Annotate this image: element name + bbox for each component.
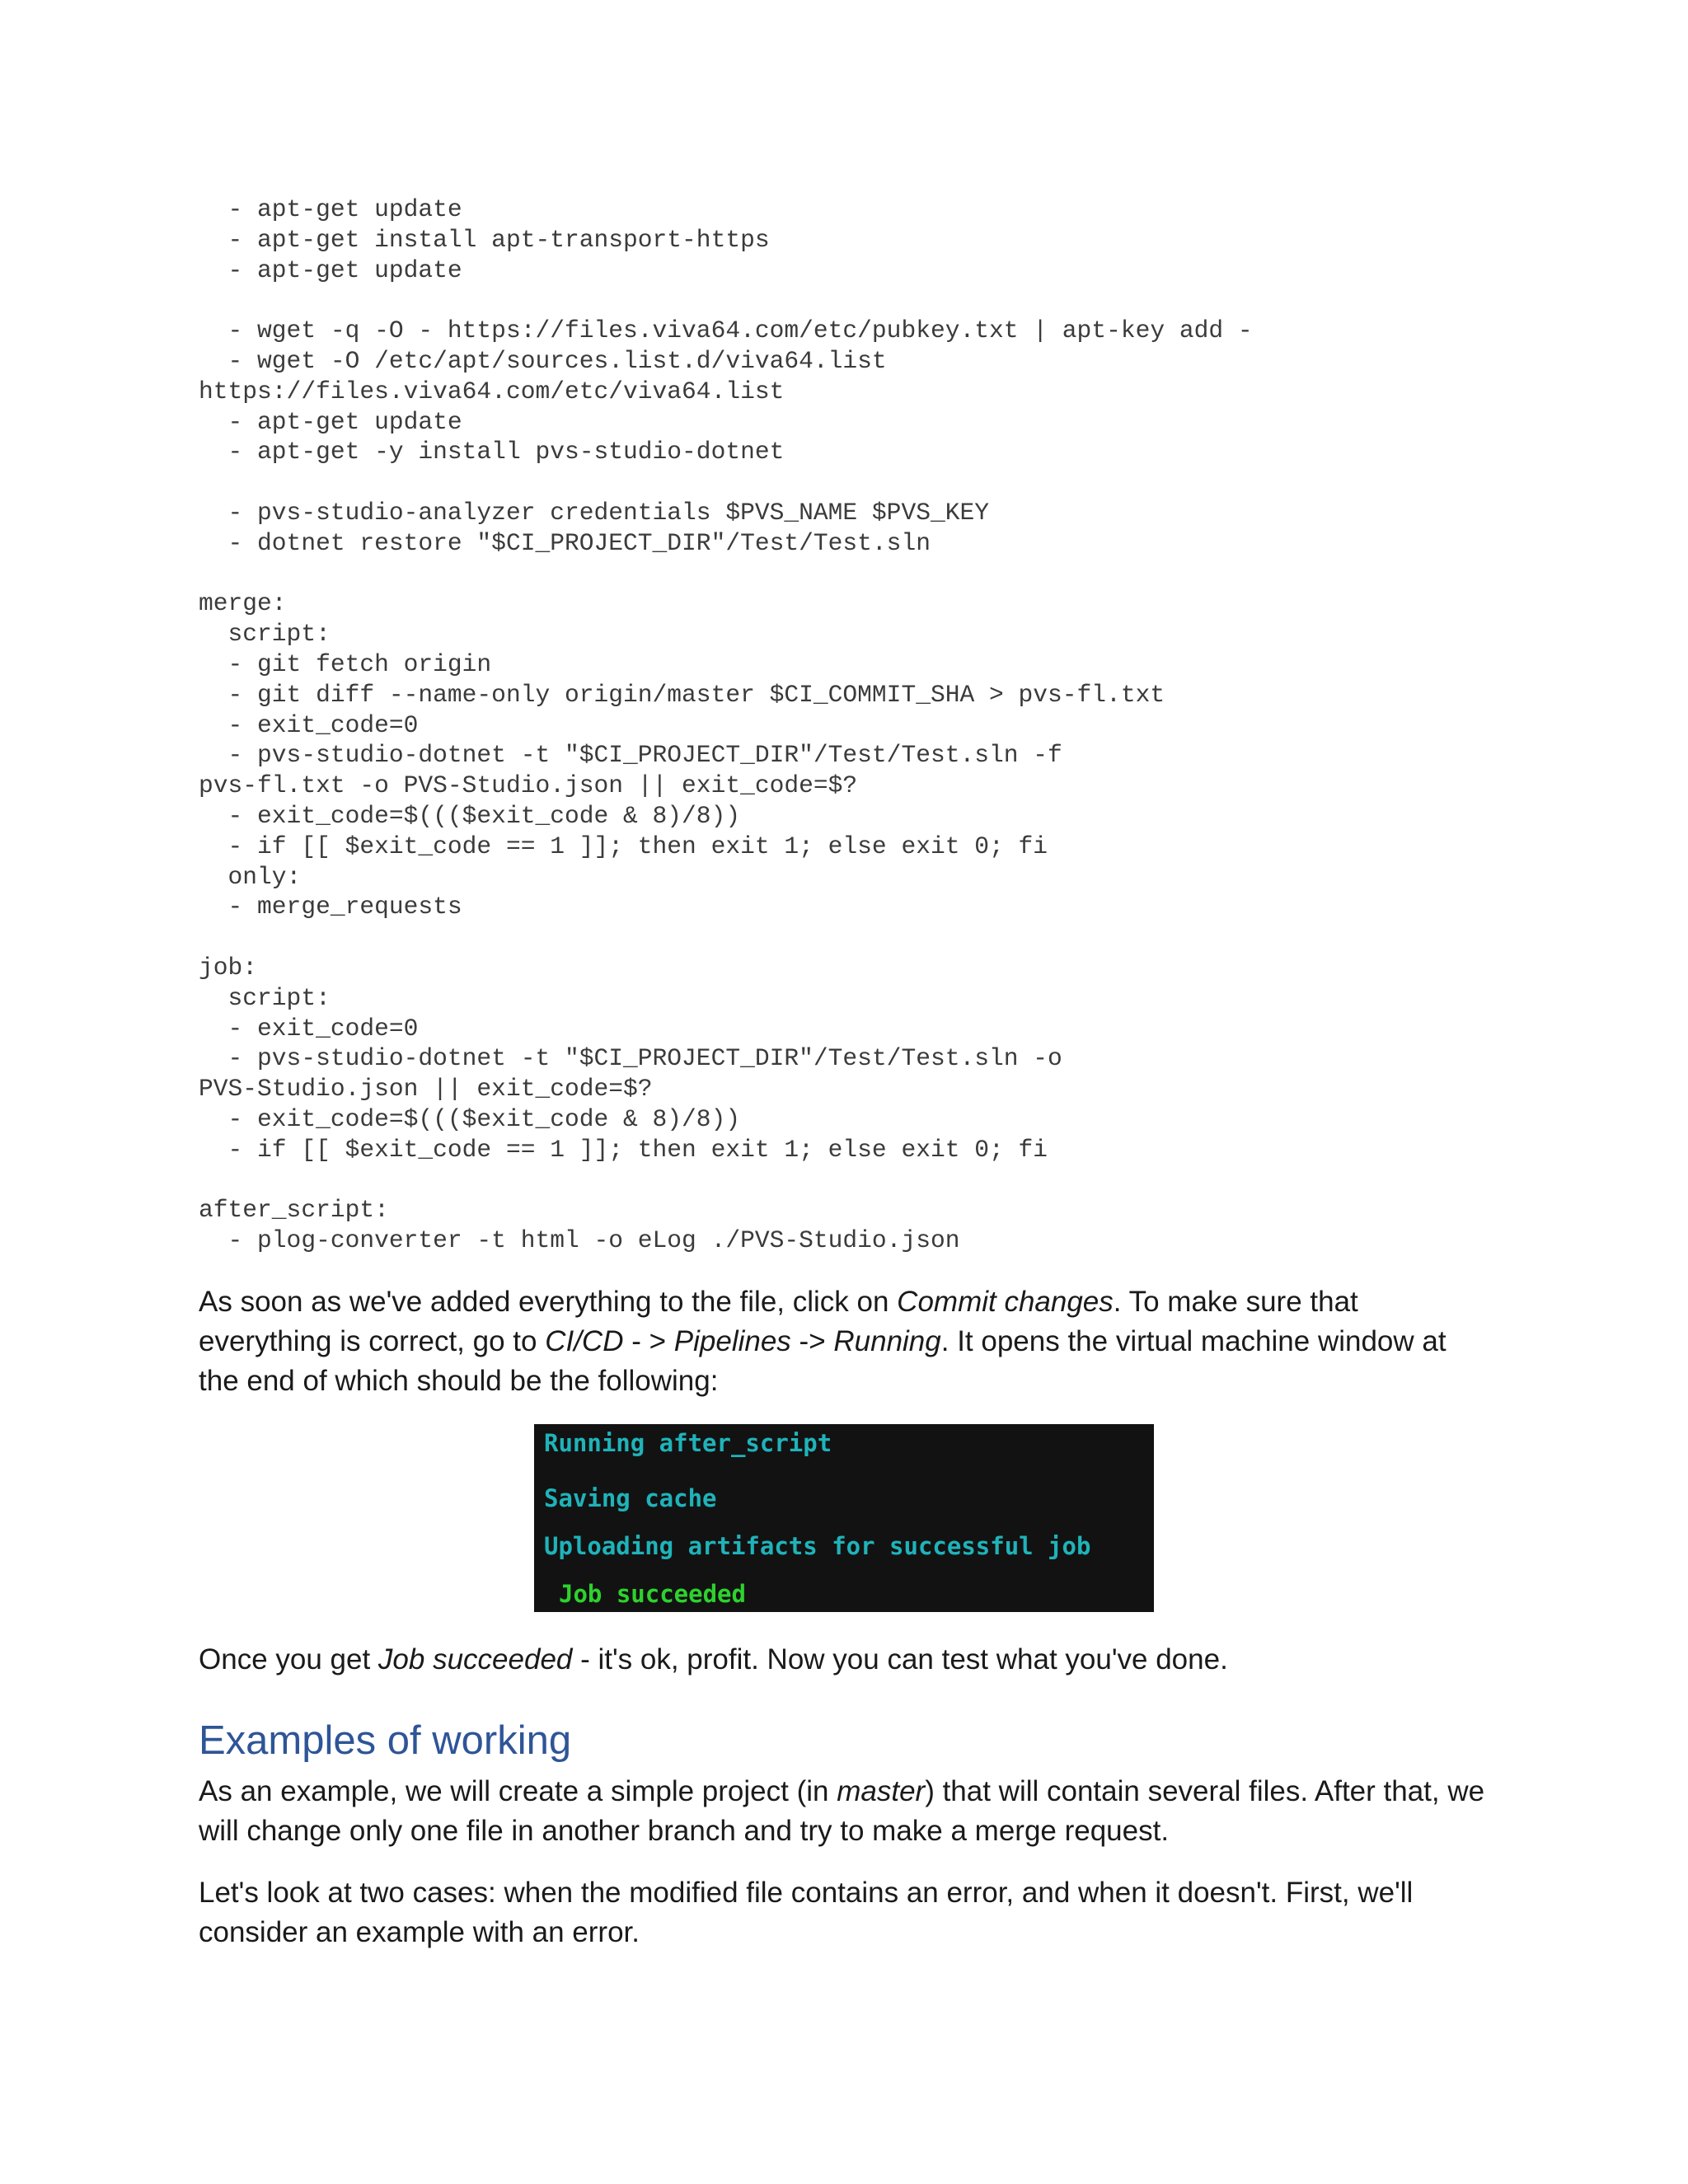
section-heading: Examples of working xyxy=(199,1718,572,1763)
code-line: after_script: xyxy=(199,1196,389,1225)
code-line: merge: xyxy=(199,589,287,618)
code-line: PVS-Studio.json || exit_code=$? xyxy=(199,1075,653,1104)
text-run: Once you get xyxy=(199,1643,378,1675)
code-line: - apt-get update xyxy=(199,195,462,223)
text-run: - it's ok, profit. Now you can test what you've done. xyxy=(572,1643,1228,1675)
code-line: job: xyxy=(199,953,258,982)
paragraph-job-succeeded xyxy=(199,1640,1493,1680)
text-run: . To make sure that everything is correct, go to xyxy=(199,1286,1358,1357)
code-line: - apt-get update xyxy=(199,407,462,436)
terminal-line-saving-cache: Saving cache xyxy=(544,1484,717,1512)
code-line: only: xyxy=(199,862,302,891)
code-line xyxy=(199,559,1253,589)
code-line: - merge_requests xyxy=(199,893,462,921)
code-line: - exit_code=0 xyxy=(199,710,419,739)
terminal-line-running-after-script: Running after_script xyxy=(544,1429,832,1457)
text-run: As an example, we will create a simple project (in xyxy=(199,1775,837,1807)
code-line: - git diff --name-only origin/master $CI_COMMIT_SHA > pvs-fl.txt xyxy=(199,680,1165,709)
emphasis-job-succeeded: Job succeeded xyxy=(377,1643,573,1675)
emphasis-master: master xyxy=(837,1775,926,1807)
code-block xyxy=(199,194,1253,1256)
code-line: - apt-get install apt-transport-https xyxy=(199,225,770,254)
emphasis-pipelines: Pipelines xyxy=(673,1325,791,1357)
text-run: -> xyxy=(790,1325,834,1357)
code-line xyxy=(199,467,1253,498)
code-line: script: xyxy=(199,983,331,1012)
code-line: - exit_code=0 xyxy=(199,1014,419,1043)
code-line: - dotnet restore "$CI_PROJECT_DIR"/Test/Test.sln xyxy=(199,528,931,557)
code-line: - apt-get update xyxy=(199,255,462,284)
code-line: - apt-get -y install pvs-studio-dotnet xyxy=(199,438,785,466)
terminal-line-job-succeeded: Job succeeded xyxy=(559,1580,746,1608)
text-run: - > xyxy=(623,1325,674,1357)
code-line: - wget -q -O - https://files.viva64.com/etc/pubkey.txt | apt-key add - xyxy=(199,316,1253,345)
code-line xyxy=(199,922,1253,953)
paragraph-commit-changes xyxy=(199,1282,1493,1401)
emphasis-commit-changes: Commit changes xyxy=(897,1286,1114,1318)
text-run: ) that will contain several files. After that, we will change only one file in another branch and try to make a merge request. xyxy=(199,1775,1485,1847)
terminal-screenshot xyxy=(534,1424,1154,1612)
code-line: - pvs-studio-dotnet -t "$CI_PROJECT_DIR"/Test/Test.sln -f xyxy=(199,741,1062,770)
code-line: - if [[ $exit_code == 1 ]]; then exit 1; else exit 0; fi xyxy=(199,832,1048,860)
code-line: - git fetch origin xyxy=(199,649,492,678)
code-line xyxy=(199,1165,1253,1196)
code-line: - pvs-studio-dotnet -t "$CI_PROJECT_DIR"/Test/Test.sln -o xyxy=(199,1044,1062,1073)
code-line: script: xyxy=(199,620,331,649)
code-line: - plog-converter -t html -o eLog ./PVS-Studio.json xyxy=(199,1226,960,1255)
code-line xyxy=(199,285,1253,316)
code-line: - wget -O /etc/apt/sources.list.d/viva64.list xyxy=(199,346,887,375)
code-line: https://files.viva64.com/etc/viva64.list xyxy=(199,377,785,405)
emphasis-running: Running xyxy=(833,1325,941,1357)
code-line: - pvs-studio-analyzer credentials $PVS_NAME $PVS_KEY xyxy=(199,498,989,527)
terminal-line-uploading-artifacts: Uploading artifacts for successful job xyxy=(544,1532,1091,1560)
code-line: - if [[ $exit_code == 1 ]]; then exit 1; else exit 0; fi xyxy=(199,1135,1048,1164)
code-line: pvs-fl.txt -o PVS-Studio.json || exit_code=$? xyxy=(199,771,858,800)
text-run: . It opens the virtual machine window at the end of which should be the following: xyxy=(199,1325,1447,1397)
paragraph-two-cases: Let's look at two cases: when the modified file contains an error, and when it doesn't. First, we'll consider an example with an error. xyxy=(199,1877,1414,1948)
code-line: - exit_code=$((($exit_code & 8)/8)) xyxy=(199,801,741,830)
text-run: As soon as we've added everything to the file, click on xyxy=(199,1286,898,1318)
code-line: - exit_code=$((($exit_code & 8)/8)) xyxy=(199,1104,741,1133)
paragraph-example-project xyxy=(199,1772,1493,1851)
emphasis-ci-cd: CI/CD xyxy=(545,1325,624,1357)
